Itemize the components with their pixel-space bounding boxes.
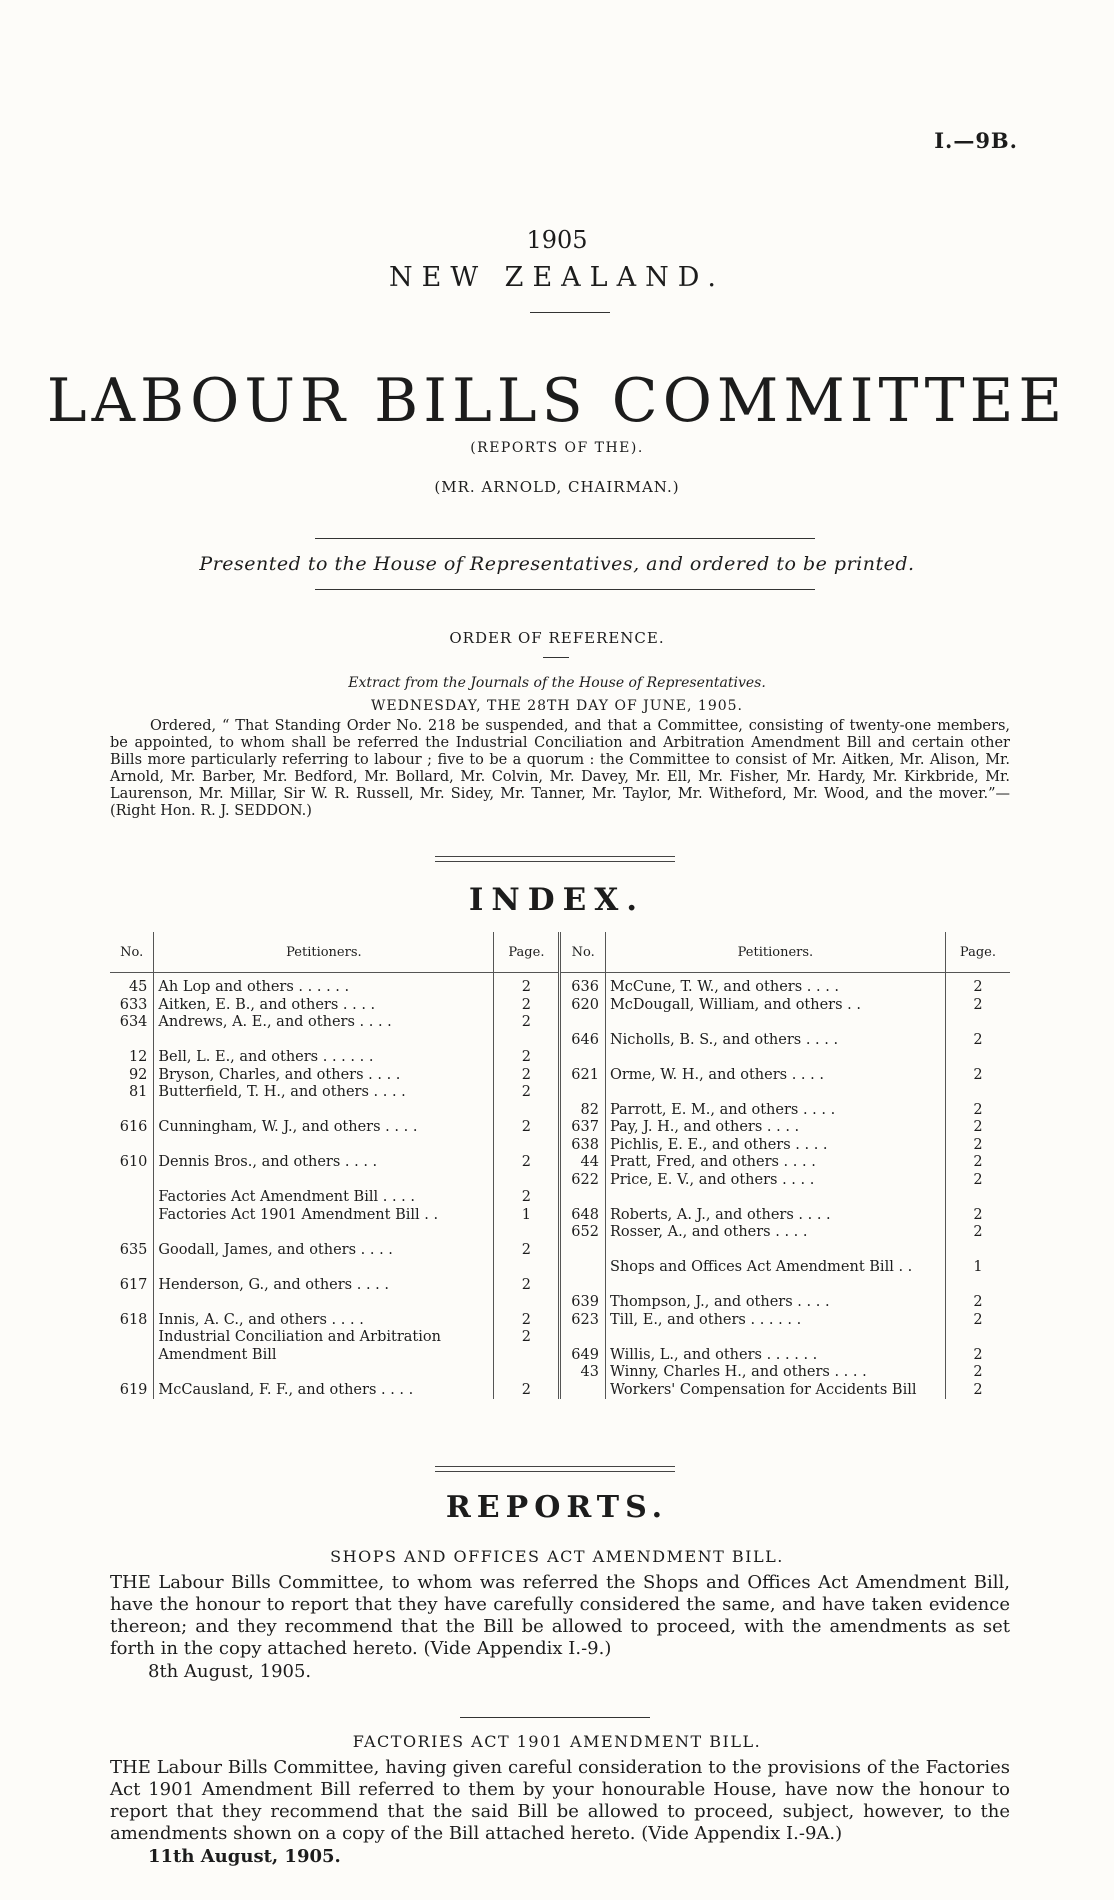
petition-number: 621: [560, 1067, 605, 1085]
page-number: 2: [945, 1172, 1010, 1190]
petitioner-name: [154, 1137, 494, 1155]
page-number: 2: [494, 1014, 560, 1032]
petitioner-name: [605, 1049, 945, 1067]
page-number: [494, 1137, 560, 1155]
column-header-page: Page.: [945, 932, 1010, 973]
petitioner-name: Willis, L., and others . . . . . .: [605, 1347, 945, 1365]
divider: [460, 1717, 650, 1718]
petitioner-name: [154, 1102, 494, 1120]
petitioner-name: Price, E. V., and others . . . .: [605, 1172, 945, 1190]
country-heading: NEW ZEALAND.: [389, 262, 725, 293]
column-header-petitioners: Petitioners.: [605, 932, 945, 973]
petition-number: 617: [119, 1276, 148, 1293]
petition-number: [110, 1364, 154, 1382]
petition-number: 44: [560, 1154, 605, 1172]
petitioner-name: Thompson, J., and others . . . .: [605, 1294, 945, 1312]
petition-number: 649: [560, 1347, 605, 1365]
page-number: 2: [945, 1102, 1010, 1120]
petitioner-name: [605, 1014, 945, 1032]
petition-number: 648: [560, 1207, 605, 1225]
column-header-page: Page.: [494, 932, 560, 973]
petitioner-name: [154, 1032, 494, 1050]
petitioner-name: [605, 1329, 945, 1347]
table-row: [110, 1347, 1010, 1365]
petition-number: 636: [560, 973, 605, 997]
page-number: 2: [494, 1049, 560, 1067]
petitioner-name: Henderson, G., and others . . . .: [154, 1277, 494, 1295]
table-row: [110, 1032, 1010, 1050]
petition-number: 610: [119, 1154, 148, 1170]
petitioner-name: Aitken, E. B., and others . . . .: [154, 997, 494, 1015]
page-number: [945, 1189, 1010, 1207]
petitioner-name: Industrial Conciliation and Arbitration: [154, 1329, 494, 1347]
petition-number: [110, 1137, 154, 1155]
petitioner-name: Roberts, A. J., and others . . . .: [605, 1207, 945, 1225]
petitioner-name: Factories Act Amendment Bill . . . .: [154, 1189, 494, 1207]
page-number: 2: [494, 1242, 560, 1260]
petitioner-name: Parrott, E. M., and others . . . .: [605, 1102, 945, 1120]
divider: [435, 1466, 675, 1472]
petition-number: 652: [560, 1224, 605, 1242]
petition-number: 620: [560, 997, 605, 1015]
divider: [315, 589, 815, 590]
page-number: 2: [945, 1364, 1010, 1382]
petition-number: [560, 1259, 605, 1277]
petition-number: [110, 1207, 154, 1225]
petitioner-name: Shops and Offices Act Amendment Bill . .: [605, 1259, 945, 1277]
divider: [315, 538, 815, 539]
table-row: [110, 1312, 1010, 1330]
factories-bill-heading: FACTORIES ACT 1901 AMENDMENT BILL.: [352, 1732, 762, 1751]
page-number: 2: [494, 1382, 560, 1400]
page-number: [494, 1172, 560, 1190]
petitioner-name: Winny, Charles H., and others . . . .: [605, 1364, 945, 1382]
petition-number: [560, 1329, 605, 1347]
table-row: [110, 1382, 1010, 1400]
petition-number: 646: [560, 1032, 605, 1050]
factories-bill-report: THE Labour Bills Committee, having given careful consideration to the provisions of the Factories Act 1901 Amendment Bill referred to them by your honourable House, have now the honour to report that they recommend that the said Bill be allowed to proceed, subject, however, to the amendments shown on a copy of the Bill attached hereto. (Vide Appendix I.-9A.): [110, 1757, 1010, 1844]
document-subtitle: (REPORTS OF THE).: [470, 440, 644, 456]
petition-number: [560, 1049, 605, 1067]
page-number: 2: [494, 1329, 560, 1347]
page-number: 2: [945, 1154, 1010, 1172]
table-row: [110, 1242, 1010, 1260]
page-number: 2: [945, 973, 1010, 997]
page-number: 2: [945, 1312, 1010, 1330]
petition-number: 45: [128, 979, 148, 995]
page-number: 2: [945, 1137, 1010, 1155]
petitioner-name: Orme, W. H., and others . . . .: [605, 1067, 945, 1085]
divider: [543, 657, 569, 658]
index-body: [110, 973, 1010, 1400]
page-number: 2: [945, 997, 1010, 1015]
petitioner-name: Pichlis, E. E., and others . . . .: [605, 1137, 945, 1155]
petition-number: 635: [119, 1241, 148, 1258]
petition-number: 618: [119, 1311, 148, 1328]
petition-number: [560, 1242, 605, 1260]
table-row: [110, 973, 1010, 997]
order-of-reference-text: Ordered, “ That Standing Order No. 218 be suspended, and that a Committee, consisting of twenty-one members, be appointed, to whom shall be referred the Industrial Conciliation and Arbitration Amendment Bill and certain other Bills more particularly referring to labour ; five to be a quorum : the Committee to consist of Mr. Aitken, Mr. Alison, Mr. Arnold, Mr. Barber, Mr. Bedford, Mr. Bollard, Mr. Colvin, Mr. Davey, Mr. Ell, Mr. Fisher, Mr. Hardy, Mr. Kirkbride, Mr. Laurenson, Mr. Millar, Sir W. R. Russell, Mr. Sidey, Mr. Tanner, Mr. Taylor, Mr. Witheford, Mr. Wood, and the mover.”—(Right Hon. R. J. SEDDON.): [110, 718, 1010, 819]
page-number: [494, 1347, 560, 1365]
page-number: [494, 1259, 560, 1277]
petitioner-name: [154, 1294, 494, 1312]
petitioner-name: Bryson, Charles, and others . . . .: [154, 1067, 494, 1085]
table-row: [110, 1154, 1010, 1172]
table-row: [110, 1084, 1010, 1102]
petitioner-name: Cunningham, W. J., and others . . . .: [154, 1119, 494, 1137]
document-title: LABOUR BILLS COMMITTEE: [46, 366, 1068, 436]
petition-number: 81: [128, 1084, 148, 1100]
petitioner-name: Till, E., and others . . . . . .: [605, 1312, 945, 1330]
petition-number: [560, 1014, 605, 1032]
page-number: 1: [945, 1259, 1010, 1277]
petitioner-name: Bell, L. E., and others . . . . . .: [154, 1049, 494, 1067]
table-row: [110, 1102, 1010, 1120]
page-number: 2: [945, 1224, 1010, 1242]
page-number: [494, 1102, 560, 1120]
document-reference: I.—9B.: [934, 128, 1018, 153]
page-number: [494, 1032, 560, 1050]
column-header-no: No.: [110, 932, 154, 973]
page-number: 2: [494, 997, 560, 1015]
table-row: [110, 1294, 1010, 1312]
page-number: [494, 1364, 560, 1382]
page-number: 2: [945, 1294, 1010, 1312]
petitioner-name: [154, 1172, 494, 1190]
page-number: [945, 1049, 1010, 1067]
petitioner-name: Amendment Bill: [154, 1347, 494, 1365]
petition-number: [110, 1224, 154, 1242]
presented-line: Presented to the House of Representatives, and ordered to be printed.: [199, 553, 915, 575]
petitioner-name: [154, 1364, 494, 1382]
petitioner-name: [605, 1277, 945, 1295]
petition-number: 633: [119, 996, 148, 1013]
petition-number: 616: [119, 1119, 148, 1135]
petition-number: 638: [560, 1137, 605, 1155]
petition-number: [110, 1032, 154, 1050]
order-date-line: WEDNESDAY, THE 28TH DAY OF JUNE, 1905.: [371, 698, 743, 714]
shops-report-date: 8th August, 1905.: [148, 1661, 312, 1682]
page-number: 2: [945, 1207, 1010, 1225]
page-number: 2: [494, 973, 560, 997]
index-table: [110, 932, 1010, 1399]
page-number: 2: [494, 1277, 560, 1295]
petition-number: 619: [119, 1381, 148, 1398]
petition-number: [560, 1189, 605, 1207]
page-number: 1: [494, 1207, 560, 1225]
table-row: [110, 1137, 1010, 1155]
petition-number: [110, 1189, 154, 1207]
petition-number: [110, 1259, 154, 1277]
petitioner-name: Innis, A. C., and others . . . .: [154, 1312, 494, 1330]
shops-bill-heading: SHOPS AND OFFICES ACT AMENDMENT BILL.: [330, 1547, 784, 1566]
table-row: [110, 997, 1010, 1015]
page-number: 2: [494, 1084, 560, 1102]
page-number: 2: [945, 1382, 1010, 1400]
petitioner-name: Ah Lop and others . . . . . .: [154, 973, 494, 997]
document-year: 1905: [526, 226, 588, 254]
page-number: 2: [494, 1312, 560, 1330]
petitioner-name: Rosser, A., and others . . . .: [605, 1224, 945, 1242]
order-of-reference-heading: ORDER OF REFERENCE.: [449, 629, 665, 647]
petitioner-name: Pay, J. H., and others . . . .: [605, 1119, 945, 1137]
journal-extract-line: Extract from the Journals of the House of Representatives.: [348, 675, 766, 691]
table-row: [110, 1259, 1010, 1277]
divider: [435, 856, 675, 862]
table-row: [110, 1224, 1010, 1242]
table-row: [110, 1277, 1010, 1295]
petitioner-name: McCune, T. W., and others . . . .: [605, 973, 945, 997]
petition-number: [560, 1277, 605, 1295]
petitioner-name: [605, 1084, 945, 1102]
table-row: [110, 1207, 1010, 1225]
table-row: [110, 1119, 1010, 1137]
column-header-no: No.: [560, 932, 605, 973]
petitioner-name: Pratt, Fred, and others . . . .: [605, 1154, 945, 1172]
petitioner-name: [605, 1242, 945, 1260]
page-number: [945, 1329, 1010, 1347]
petition-number: 622: [560, 1172, 605, 1190]
reports-title: REPORTS.: [445, 1490, 669, 1525]
petition-number: [560, 1382, 605, 1400]
petitioner-name: [154, 1224, 494, 1242]
petitioner-name: Factories Act 1901 Amendment Bill . .: [154, 1207, 494, 1225]
petition-number: 637: [560, 1119, 605, 1137]
table-row: [110, 1329, 1010, 1347]
page-number: 2: [945, 1119, 1010, 1137]
index-header-row: [110, 932, 1010, 973]
petition-number: [110, 1294, 154, 1312]
petition-number: 43: [560, 1364, 605, 1382]
page-number: [945, 1014, 1010, 1032]
petitioner-name: Nicholls, B. S., and others . . . .: [605, 1032, 945, 1050]
page-number: 2: [945, 1067, 1010, 1085]
table-row: [110, 1014, 1010, 1032]
page-number: 2: [494, 1119, 560, 1137]
petition-number: 639: [560, 1294, 605, 1312]
petitioner-name: McDougall, William, and others . .: [605, 997, 945, 1015]
page-number: 2: [945, 1032, 1010, 1050]
page-number: 2: [945, 1347, 1010, 1365]
petitioner-name: McCausland, F. F., and others . . . .: [154, 1382, 494, 1400]
table-row: [110, 1172, 1010, 1190]
petitioner-name: Dennis Bros., and others . . . .: [154, 1154, 494, 1172]
table-row: [110, 1364, 1010, 1382]
page-number: [945, 1242, 1010, 1260]
index-title: INDEX.: [468, 882, 646, 918]
petition-number: 623: [560, 1312, 605, 1330]
page-number: 2: [494, 1154, 560, 1172]
factories-report-date: 11th August, 1905.: [148, 1846, 341, 1867]
petitioner-name: Workers' Compensation for Accidents Bill: [605, 1382, 945, 1400]
petitioner-name: Andrews, A. E., and others . . . .: [154, 1014, 494, 1032]
petition-number: [110, 1329, 154, 1347]
page-number: [945, 1277, 1010, 1295]
petition-number: 634: [119, 1014, 148, 1030]
petition-number: 12: [128, 1049, 148, 1065]
page-number: 2: [494, 1189, 560, 1207]
petition-number: 82: [560, 1102, 605, 1120]
petition-number: [110, 1102, 154, 1120]
page-number: 2: [494, 1067, 560, 1085]
petition-number: [110, 1172, 154, 1190]
petition-number: [560, 1084, 605, 1102]
petitioner-name: [154, 1259, 494, 1277]
petitioner-name: Goodall, James, and others . . . .: [154, 1242, 494, 1260]
shops-bill-report: THE Labour Bills Committee, to whom was referred the Shops and Offices Act Amendment Bill, have the honour to report that they have carefully considered the same, and have taken evidence thereon; and they recommend that the Bill be allowed to proceed, with the amendments as set forth in the copy attached hereto. (Vide Appendix I.-9.): [110, 1572, 1010, 1659]
divider: [530, 312, 610, 313]
petitioner-name: Butterfield, T. H., and others . . . .: [154, 1084, 494, 1102]
chairman-line: (MR. ARNOLD, CHAIRMAN.): [434, 478, 680, 496]
column-header-petitioners: Petitioners.: [154, 932, 494, 973]
page-number: [494, 1294, 560, 1312]
table-row: [110, 1049, 1010, 1067]
petition-number: [110, 1347, 154, 1365]
petitioner-name: [605, 1189, 945, 1207]
page-number: [945, 1084, 1010, 1102]
page-number: [494, 1224, 560, 1242]
petition-number: 92: [128, 1066, 148, 1083]
table-row: [110, 1067, 1010, 1085]
table-row: [110, 1189, 1010, 1207]
